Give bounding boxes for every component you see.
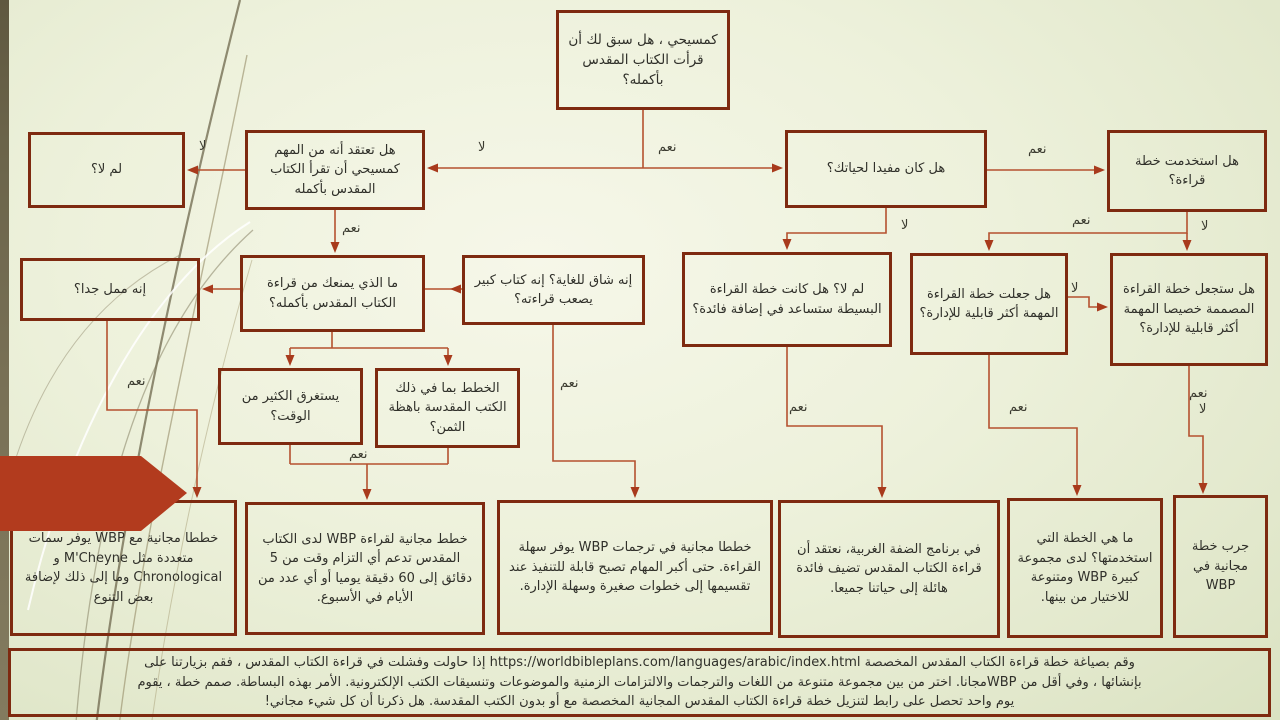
banner-line-2: بإنشائها ، وفي أقل من WBPمجانا. اختر من بين مجموعة متنوعة من اللغات والترجمات والالتزامات الزمنية والموضوعات وتنسيقات الكتب الإلكترونية. الأمر بهذه البساطة. صمم خطة ، يقوم (137, 674, 1142, 690)
node-why-not-simple-plan: لم لا؟ هل كانت خطة القراءة البسيطة ستساعد في إضافة فائدة؟ (682, 252, 892, 347)
edge-label-start-yes: نعم (658, 140, 677, 155)
node-made-manageable: هل جعلت خطة القراءة المهمة أكثر قابلية للإدارة؟ (910, 253, 1068, 355)
edge-label-used-yes: نعم (1072, 213, 1091, 228)
node-wbp-believe: في برنامج الضفة الغربية، نعتقد أن قراءة الكتاب المقدس تضيف فائدة هائلة إلى حياتنا جميعا. (778, 500, 1000, 638)
edge-label-custom-yes: نعم (1189, 386, 1208, 401)
edge-label-arduous-yes: نعم (560, 376, 579, 391)
edge-label-whynot-yes: نعم (789, 400, 808, 415)
banner-line-1: إذا حاولت وفشلت في قراءة الكتاب المقدس ، فقم بزيارتنا على https://worldbibleplans.com/languages/arabic/index.html وقم بصياغة خطة قراءة الكتاب المقدس المخصصة (144, 655, 1135, 671)
edge-label-boring-yes: نعم (127, 374, 146, 389)
node-start: كمسيحي ، هل سبق لك أن قرأت الكتاب المقدس بأكمله؟ (556, 10, 730, 110)
node-boring: إنه ممل جدا؟ (20, 258, 200, 321)
edge-label-start-no: لا (478, 140, 486, 155)
node-beneficial: هل كان مفيدا لحياتك؟ (785, 130, 987, 208)
edge-label-important-yes: نعم (342, 221, 361, 236)
node-which-plan: ما هي الخطة التي استخدمتها؟ لدى مجموعة كبيرة WBP ومتنوعة للاختيار من بينها. (1007, 498, 1163, 638)
edge-label-made-no: لا (1071, 281, 1079, 296)
node-custom-manageable: هل ستجعل خطة القراءة المصممة خصيصا المهمة أكثر قابلية للإدارة؟ (1110, 253, 1268, 366)
node-arduous: إنه شاق للغاية؟ إنه كتاب كبير يصعب قراءته؟ (462, 255, 645, 325)
edge-label-beneficial-yes: نعم (1028, 142, 1047, 157)
node-takes-time: يستغرق الكثير من الوقت؟ (218, 368, 363, 445)
node-try-free-plan: جرب خطة مجانية في WBP (1173, 495, 1268, 638)
node-why-not: لم لا؟ (28, 132, 185, 208)
edge-label-important-no: لا (199, 139, 207, 154)
node-wbp-translations: خططا مجانية في ترجمات WBP يوفر سهلة القراءة. حتى أكبر المهام تصبح قابلة للتنفيذ عند تقسيمها إلى خطوات صغيرة وسهلة الإدارة. (497, 500, 773, 635)
banner-line-3: يوم واحد تحصل على رابط لتنزيل خطة قراءة الكتاب المقدس المجانية المخصصة مع أو بدون الكتب المقدسة. هل ذكرنا أن كل شيء مجاني! (264, 694, 1015, 710)
node-important: هل تعتقد أنه من المهم كمسيحي أن تقرأ الكتاب المقدس بأكمله (245, 130, 425, 210)
edge-label-custom-no: لا (1199, 402, 1207, 417)
node-wbp-themes: خططا مجانية مع WBP يوفر سمات متعددة مثل M'Cheyne و Chronological وما إلى ذلك لإضافة بعض التنوع (10, 500, 237, 636)
edge-label-used-no: لا (1201, 219, 1209, 234)
node-wbp-time-plans: خطط مجانية لقراءة WBP لدى الكتاب المقدس تدعم أي التزام وقت من 5 دقائق إلى 60 دقيقة يوميا أو أي عدد من الأيام في الأسبوع. (245, 502, 485, 635)
node-expensive: الخطط بما في ذلك الكتب المقدسة باهظة الثمن؟ (375, 368, 520, 448)
edge-label-cost-yes: نعم (349, 447, 368, 462)
node-used-plan: هل استخدمت خطة قراءة؟ (1107, 130, 1267, 212)
node-what-prevents: ما الذي يمنعك من قراءة الكتاب المقدس بأكمله؟ (240, 255, 425, 332)
edge-label-beneficial-no: لا (901, 218, 909, 233)
edge-label-made-yes: نعم (1009, 400, 1028, 415)
